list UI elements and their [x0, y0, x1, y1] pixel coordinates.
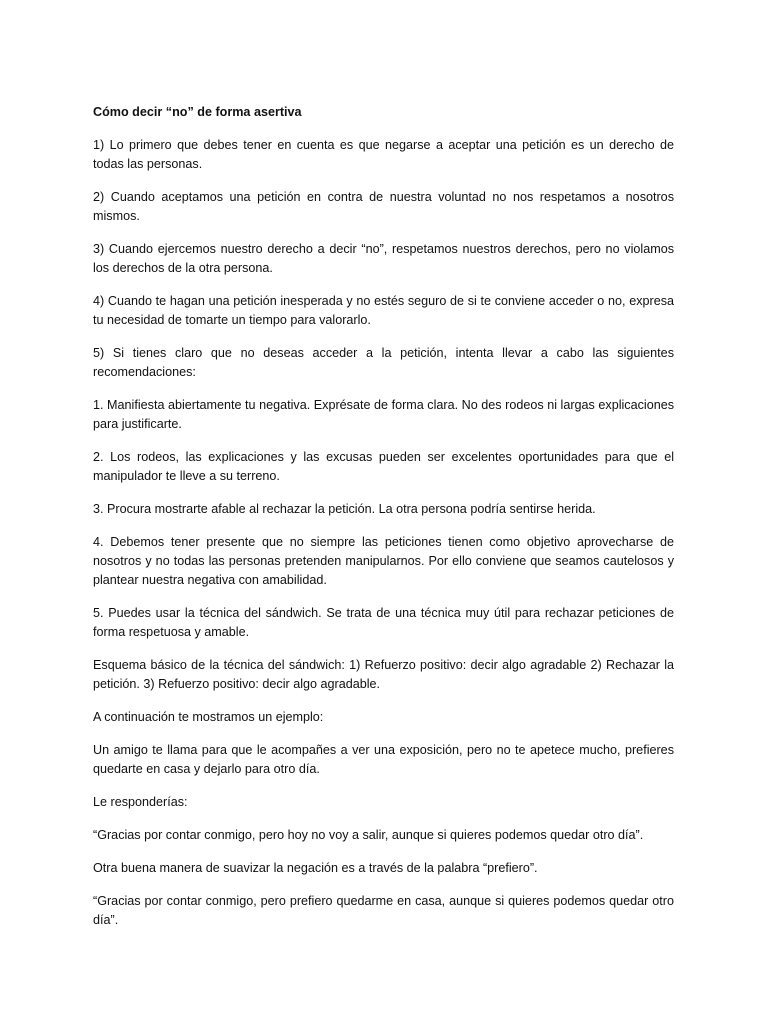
- recommendation-4: 4. Debemos tener presente que no siempre las peticiones tienen como objetivo aprovecharse de nosotros y no todas las personas pretenden manipularnos. Por ello conviene que seamos cautelosos y plantear nuestra negativa con amabilidad.: [93, 535, 674, 587]
- response-example-2: “Gracias por contar conmigo, pero prefiero quedarme en casa, aunque si quieres podemos quedar otro día”.: [93, 894, 674, 927]
- paragraph-3: 3) Cuando ejercemos nuestro derecho a decir “no”, respetamos nuestros derechos, pero no violamos los derechos de la otra persona.: [93, 242, 674, 275]
- paragraph-5: 5) Si tienes claro que no deseas acceder a la petición, intenta llevar a cabo las siguientes recomendaciones:: [93, 346, 674, 379]
- recommendation-1: 1. Manifiesta abiertamente tu negativa. Exprésate de forma clara. No des rodeos ni largas explicaciones para justificarte.: [93, 398, 674, 431]
- prefiero-tip: Otra buena manera de suavizar la negación es a través de la palabra “prefiero”.: [93, 861, 538, 875]
- example-situation: Un amigo te llama para que le acompañes a ver una exposición, pero no te apetece mucho, prefieres quedarte en casa y dejarlo para otro día.: [93, 743, 674, 776]
- document-page: [93, 103, 674, 944]
- paragraph-1: 1) Lo primero que debes tener en cuenta es que negarse a aceptar una petición es un derecho de todas las personas.: [93, 138, 674, 171]
- recommendation-2: 2. Los rodeos, las explicaciones y las excusas pueden ser excelentes oportunidades para que el manipulador te lleve a su terreno.: [93, 450, 674, 483]
- paragraph-2: 2) Cuando aceptamos una petición en contra de nuestra voluntad no nos respetamos a nosotros mismos.: [93, 190, 674, 223]
- example-intro: A continuación te mostramos un ejemplo:: [93, 710, 324, 724]
- recommendation-3: 3. Procura mostrarte afable al rechazar la petición. La otra persona podría sentirse herida.: [93, 502, 596, 516]
- paragraph-4: 4) Cuando te hagan una petición inesperada y no estés seguro de si te conviene acceder o no, expresa tu necesidad de tomarte un tiempo para valorarlo.: [93, 294, 674, 327]
- response-example-1: “Gracias por contar conmigo, pero hoy no voy a salir, aunque si quieres podemos quedar otro día”.: [93, 828, 644, 842]
- sandwich-scheme: Esquema básico de la técnica del sándwich: 1) Refuerzo positivo: decir algo agradable 2) Rechazar la petición. 3) Refuerzo positivo: decir algo agradable.: [93, 658, 674, 691]
- response-intro: Le responderías:: [93, 795, 188, 809]
- recommendation-5: 5. Puedes usar la técnica del sándwich. Se trata de una técnica muy útil para rechazar peticiones de forma respetuosa y amable.: [93, 606, 674, 639]
- document-title: Cómo decir “no” de forma asertiva: [93, 105, 302, 119]
